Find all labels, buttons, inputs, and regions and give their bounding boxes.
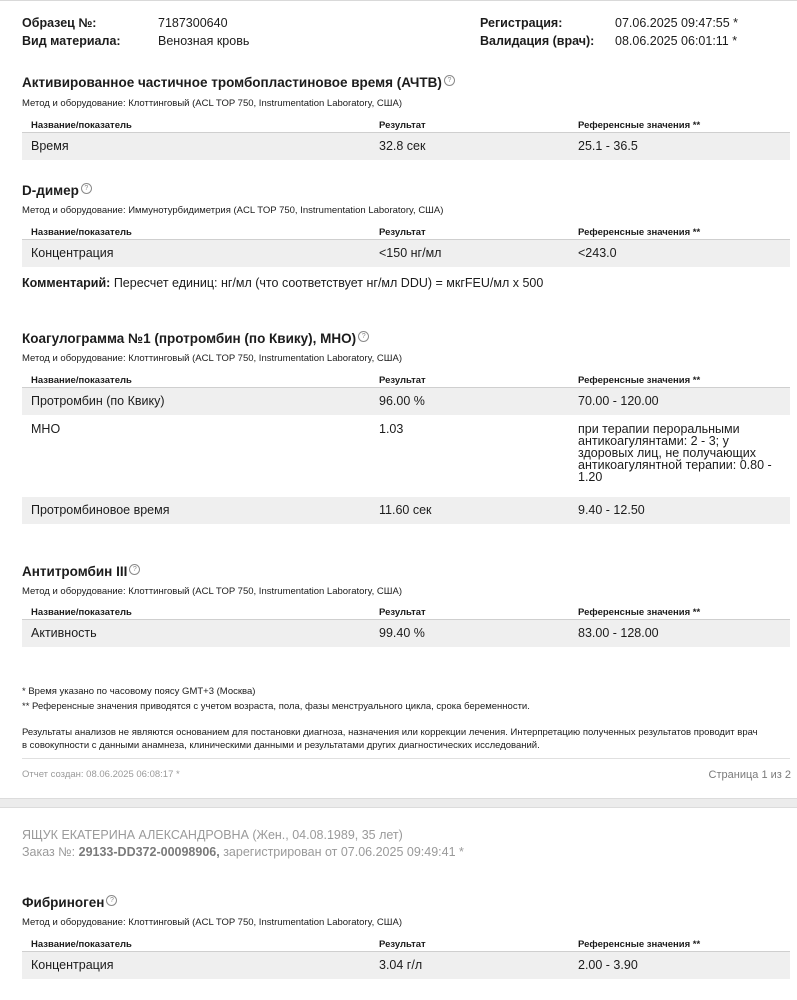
- col-header-reference: Референсные значения **: [578, 607, 701, 618]
- table-row: [22, 133, 790, 160]
- section-title-aptt: [22, 75, 455, 90]
- help-icon[interactable]: ?: [444, 75, 455, 86]
- row-reference: <243.0: [578, 246, 617, 260]
- footnote-time: * Время указано по часовому поясу GMT+3 (Москва): [22, 686, 256, 697]
- col-header-result: Результат: [379, 375, 426, 386]
- report-page-2: [0, 808, 797, 1000]
- help-icon[interactable]: ?: [81, 183, 92, 194]
- col-header-result: Результат: [379, 939, 426, 950]
- col-header-name: Название/показатель: [31, 120, 132, 131]
- table-row: [22, 620, 790, 647]
- row-reference: 25.1 - 36.5: [578, 139, 638, 153]
- order-registered: зарегистрирован от 07.06.2025 09:49:41 *: [219, 845, 464, 859]
- col-header-name: Название/показатель: [31, 939, 132, 950]
- disclaimer-line-1: Результаты анализов не являются основанием для постановки диагноза, назначения или коррекции лечения. Интерпретацию полученных результатов проводит врач: [22, 727, 758, 738]
- material-value: Венозная кровь: [158, 34, 250, 48]
- col-header-result: Результат: [379, 607, 426, 618]
- table-row: [22, 497, 790, 524]
- section-title-d-dimer: [22, 183, 92, 198]
- section-title-text: Коагулограмма №1 (протромбин (по Квику), МНО): [22, 331, 357, 346]
- col-header-reference: Референсные значения **: [578, 227, 701, 238]
- row-reference: при терапии пероральными антикоагулянтами: 2 - 3; у здоровых лиц, не получающих антикоагулянтной терапии: 0.80 - 1.20: [578, 422, 772, 484]
- order-number: 29133-DD372-00098906,: [78, 845, 220, 859]
- col-header-reference: Референсные значения **: [578, 120, 701, 131]
- row-reference: 9.40 - 12.50: [578, 503, 645, 517]
- row-result: 3.04 г/л: [379, 958, 423, 972]
- col-header-name: Название/показатель: [31, 607, 132, 618]
- disclaimer-line-2: в совокупности с данными анамнеза, клиническими данными и результатами других диагностических исследований.: [22, 740, 540, 751]
- row-result: 32.8 сек: [379, 139, 426, 153]
- row-name: Время: [31, 139, 69, 153]
- footer-divider: [22, 758, 790, 759]
- method-text: Метод и оборудование: Клоттинговый (ACL TOP 750, Instrumentation Laboratory, США): [22, 353, 402, 364]
- help-icon[interactable]: ?: [358, 331, 369, 342]
- col-header-result: Результат: [379, 120, 426, 131]
- method-text: Метод и оборудование: Клоттинговый (ACL TOP 750, Instrumentation Laboratory, США): [22, 586, 402, 597]
- row-result: 11.60 сек: [379, 503, 432, 517]
- sample-value: 7187300640: [158, 16, 228, 30]
- col-header-name: Название/показатель: [31, 375, 132, 386]
- row-name: МНО: [31, 422, 61, 436]
- validation-value: 08.06.2025 06:01:11 *: [615, 34, 738, 48]
- comment-text: Пересчет единиц: нг/мл (что соответствует нг/мл DDU) = мкгFEU/мл x 500: [110, 276, 544, 290]
- comment-label: Комментарий:: [22, 276, 111, 290]
- method-text: Метод и оборудование: Клоттинговый (ACL TOP 750, Instrumentation Laboratory, США): [22, 98, 402, 109]
- method-text: Метод и оборудование: Клоттинговый (ACL TOP 750, Instrumentation Laboratory, США): [22, 917, 402, 928]
- row-name: Протромбиновое время: [31, 503, 170, 517]
- section-title-text: Антитромбин III: [22, 564, 128, 579]
- row-result: 99.40 %: [379, 626, 425, 640]
- order-info: [22, 845, 464, 859]
- row-result: 96.00 %: [379, 394, 425, 408]
- row-reference: 83.00 - 128.00: [578, 626, 659, 640]
- col-header-reference: Референсные значения **: [578, 939, 701, 950]
- row-name: Концентрация: [31, 958, 114, 972]
- sample-label: Образец №:: [22, 16, 97, 30]
- col-header-name: Название/показатель: [31, 227, 132, 238]
- footnote-reference: ** Референсные значения приводятся с учетом возраста, пола, фазы менструального цикла, срока беременности.: [22, 701, 530, 712]
- material-label: Вид материала:: [22, 34, 121, 48]
- section-title-fibrinogen: [22, 895, 117, 910]
- report-created: Отчет создан: 08.06.2025 06:08:17 *: [22, 769, 180, 780]
- page-number: Страница 1 из 2: [708, 769, 791, 781]
- help-icon[interactable]: ?: [129, 564, 140, 575]
- row-reference: 2.00 - 3.90: [578, 958, 638, 972]
- section-title-antithrombin: [22, 564, 140, 579]
- registration-label: Регистрация:: [480, 16, 563, 30]
- table-row: [22, 240, 790, 267]
- validation-label: Валидация (врач):: [480, 34, 595, 48]
- page-separator: [0, 798, 797, 808]
- row-name: Протромбин (по Квику): [31, 394, 165, 408]
- col-header-result: Результат: [379, 227, 426, 238]
- row-result: <150 нг/мл: [379, 246, 442, 260]
- section-title-text: Фибриноген: [22, 895, 105, 910]
- method-text: Метод и оборудование: Иммунотурбидиметрия (ACL TOP 750, Instrumentation Laboratory, США): [22, 205, 444, 216]
- col-header-reference: Референсные значения **: [578, 375, 701, 386]
- table-row: [22, 415, 790, 497]
- table-row: [22, 388, 790, 415]
- order-label: Заказ №:: [22, 845, 79, 859]
- row-name: Концентрация: [31, 246, 114, 260]
- patient-info: ЯЩУК ЕКАТЕРИНА АЛЕКСАНДРОВНА (Жен., 04.08.1989, 35 лет): [22, 828, 403, 842]
- registration-value: 07.06.2025 09:47:55 *: [615, 16, 739, 30]
- section-title-text: D-димер: [22, 183, 79, 198]
- section-title-text: Активированное частичное тромбопластиновое время (АЧТВ): [22, 75, 442, 90]
- table-row: [22, 952, 790, 979]
- help-icon[interactable]: ?: [106, 895, 117, 906]
- section-title-coagulogram: [22, 331, 369, 346]
- row-name: Активность: [31, 626, 97, 640]
- row-result: 1.03: [379, 422, 404, 436]
- comment: [22, 276, 543, 290]
- row-reference: 70.00 - 120.00: [578, 394, 659, 408]
